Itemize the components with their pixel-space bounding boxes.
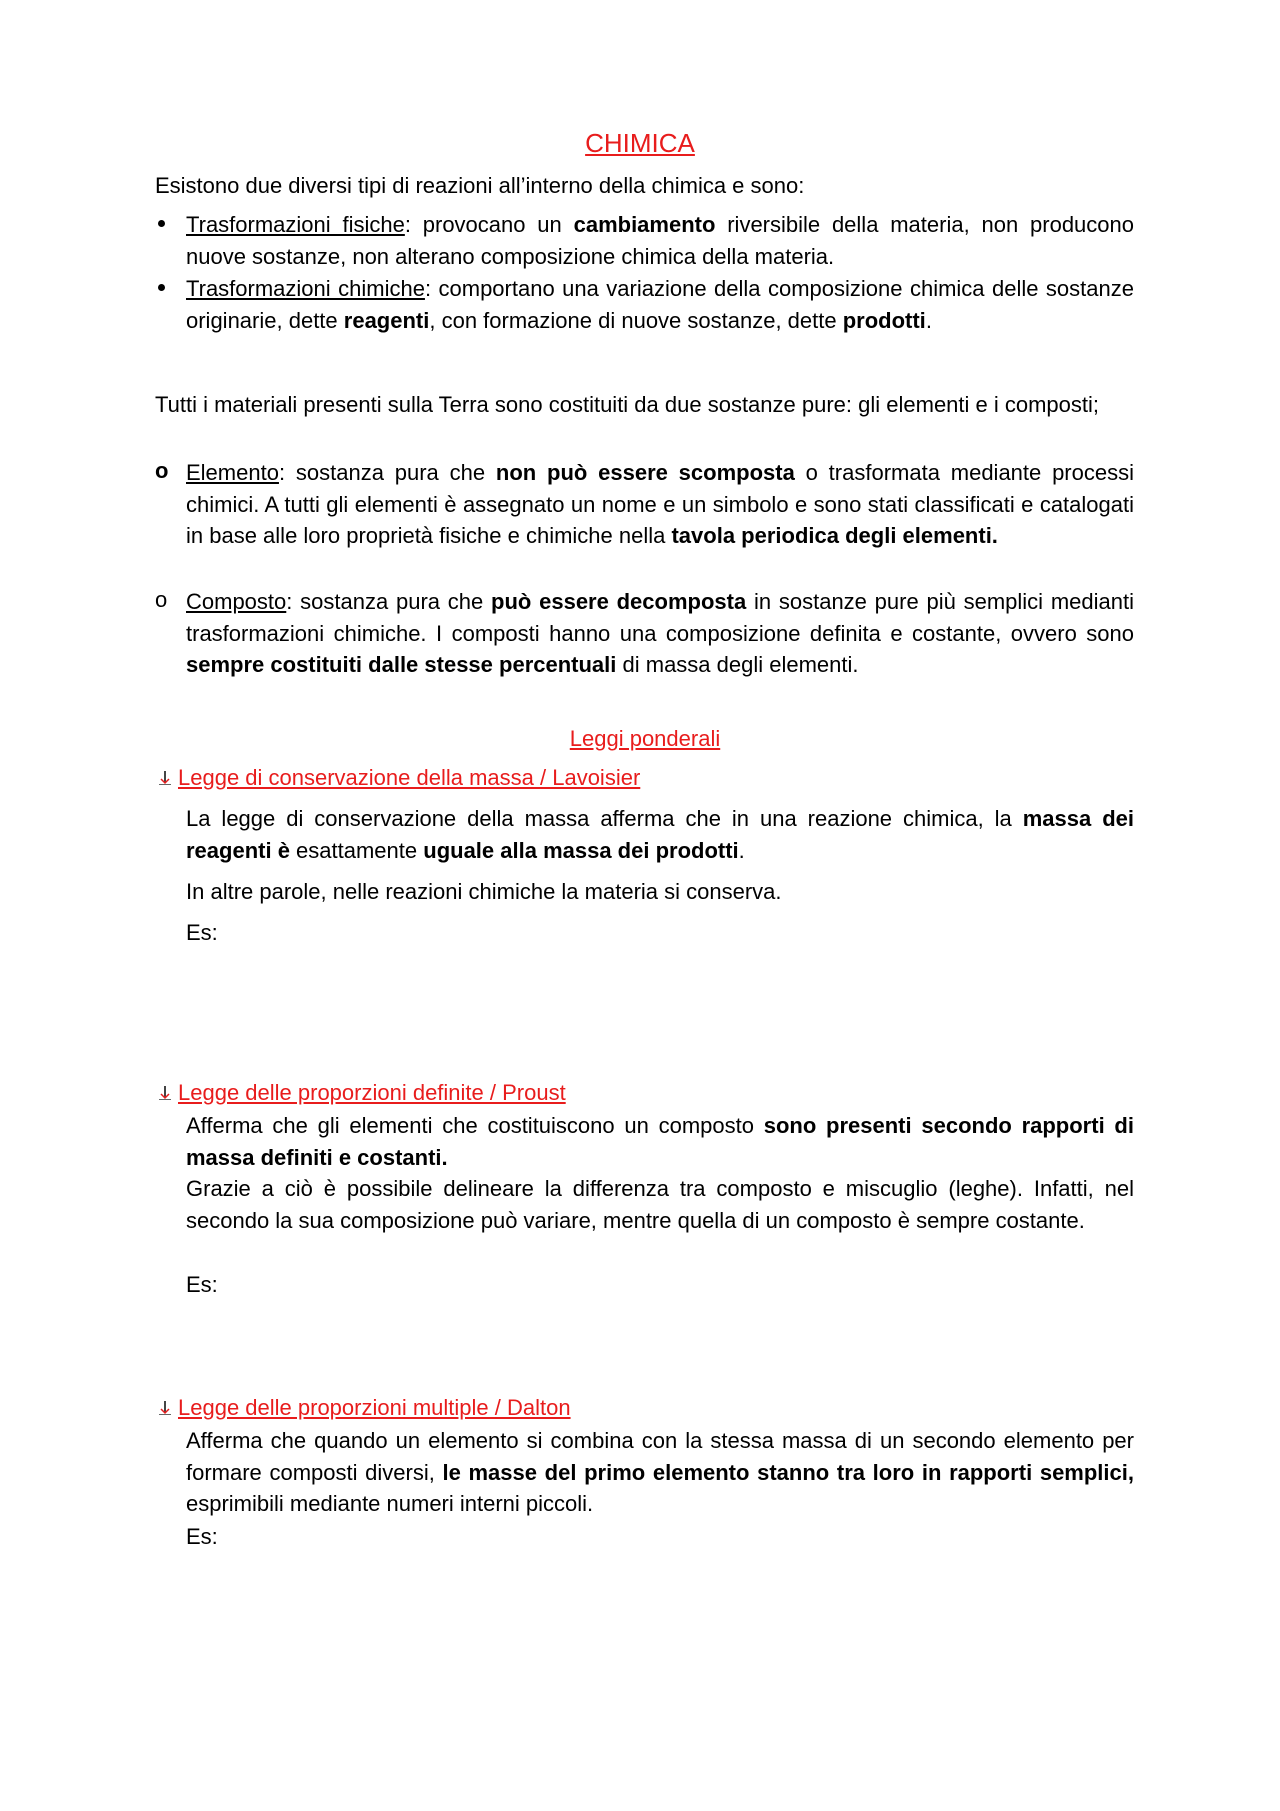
term-label: Elemento bbox=[186, 460, 279, 485]
item-bold: sempre costituiti dalle stesse percentuali bbox=[186, 652, 617, 677]
law-paragraph bbox=[186, 803, 1134, 866]
law-heading-proust: Legge delle proporzioni definite / Proust bbox=[178, 1080, 566, 1105]
item-text: esattamente bbox=[289, 837, 424, 863]
list-item-composto bbox=[186, 586, 1134, 681]
item-text: o trasformata mediante processi chimici. A tutti gli elementi è assegnato un nome e un simbolo e sono stati classificati e catalogati in base alle loro proprietà fisiche e chimiche nella bbox=[186, 460, 1134, 548]
intro-text: Esistono due diversi tipi di reazioni all’interno della chimica e sono: bbox=[155, 173, 805, 198]
item-text: : comportano una variazione della composizione chimica delle sostanze originarie, dette bbox=[186, 276, 1134, 333]
item-text: riversibile della materia, non producono nuove sostanze, non alterano composizione chimica della materia. bbox=[186, 212, 1134, 269]
law-heading-dalton: Legge delle proporzioni multiple / Dalton bbox=[178, 1395, 571, 1420]
arrow-down-icon bbox=[157, 1085, 173, 1101]
item-bold: può essere decomposta bbox=[491, 589, 747, 614]
list-item-trasformazioni-chimiche bbox=[186, 273, 1134, 336]
term-label: Trasformazioni chimiche bbox=[186, 276, 425, 301]
item-bold: non può essere scomposta bbox=[495, 460, 795, 485]
item-text: Afferma che quando un elemento si combina con la stessa massa di un secondo elemento per formare composti diversi, bbox=[186, 1428, 1134, 1485]
list-item-elemento bbox=[186, 457, 1134, 552]
law-heading-lavoisier: Legge di conservazione della massa / Lavoisier bbox=[178, 765, 641, 790]
arrow-down-icon bbox=[157, 1400, 173, 1416]
item-text: : provocano un bbox=[404, 212, 574, 237]
item-bold: tavola periodica degli elementi. bbox=[671, 523, 998, 548]
item-text: in sostanze pure più semplici medianti trasformazioni chimiche. I composti hanno una composizione definita e costante, ovvero sono bbox=[186, 589, 1134, 646]
item-text: : sostanza pura che bbox=[278, 460, 496, 485]
bullet-dot-icon bbox=[158, 220, 165, 227]
term-label: Trasformazioni fisiche bbox=[186, 212, 405, 237]
item-text: Afferma che gli elementi che costituiscono un composto bbox=[186, 1113, 764, 1138]
item-bold: prodotti bbox=[842, 307, 926, 333]
item-text: : sostanza pura che bbox=[286, 589, 492, 614]
item-text: . bbox=[925, 307, 932, 333]
item-bold: cambiamento bbox=[573, 212, 716, 237]
law-paragraph bbox=[186, 1425, 1134, 1520]
bullet-o-icon: o bbox=[155, 458, 169, 483]
item-text: . bbox=[738, 837, 745, 863]
example-label: Es: bbox=[186, 1272, 218, 1297]
item-bold: sono presenti secondo rapporti di massa definiti e costanti. bbox=[186, 1113, 1134, 1170]
bullet-dot-icon bbox=[158, 284, 165, 291]
list-item-trasformazioni-fisiche bbox=[186, 209, 1134, 272]
law-paragraph: Grazie a ciò è possibile delineare la differenza tra composto e miscuglio (leghe). Infatti, nel secondo la sua composizione può variare, mentre quella di un composto è sempre costante. bbox=[186, 1176, 1134, 1233]
item-text: di massa degli elementi. bbox=[616, 652, 859, 677]
item-text: La legge di conservazione della massa afferma che in una reazione chimica, la bbox=[186, 806, 1023, 831]
item-bold: uguale alla massa dei prodotti bbox=[423, 837, 739, 863]
law-paragraph: In altre parole, nelle reazioni chimiche la materia si conserva. bbox=[186, 879, 782, 904]
section-title-leggi: Leggi ponderali bbox=[569, 726, 721, 751]
law-paragraph bbox=[186, 1110, 1134, 1173]
bullet-o-icon: o bbox=[155, 587, 168, 612]
example-label: Es: bbox=[186, 1524, 218, 1549]
item-bold: massa dei reagenti è bbox=[186, 806, 1134, 863]
example-label: Es: bbox=[186, 920, 218, 945]
arrow-down-icon bbox=[157, 770, 173, 786]
materiali-paragraph: Tutti i materiali presenti sulla Terra sono costituiti da due sostanze pure: gli elementi e i composti; bbox=[155, 392, 1100, 417]
page-title: CHIMICA bbox=[585, 128, 695, 158]
item-bold: reagenti bbox=[343, 307, 430, 333]
item-text: , con formazione di nuove sostanze, dette bbox=[429, 307, 843, 333]
term-label: Composto bbox=[186, 589, 287, 614]
item-text: esprimibili mediante numeri interni piccoli. bbox=[186, 1491, 594, 1516]
item-bold: le masse del primo elemento stanno tra loro in rapporti semplici, bbox=[442, 1459, 1134, 1485]
